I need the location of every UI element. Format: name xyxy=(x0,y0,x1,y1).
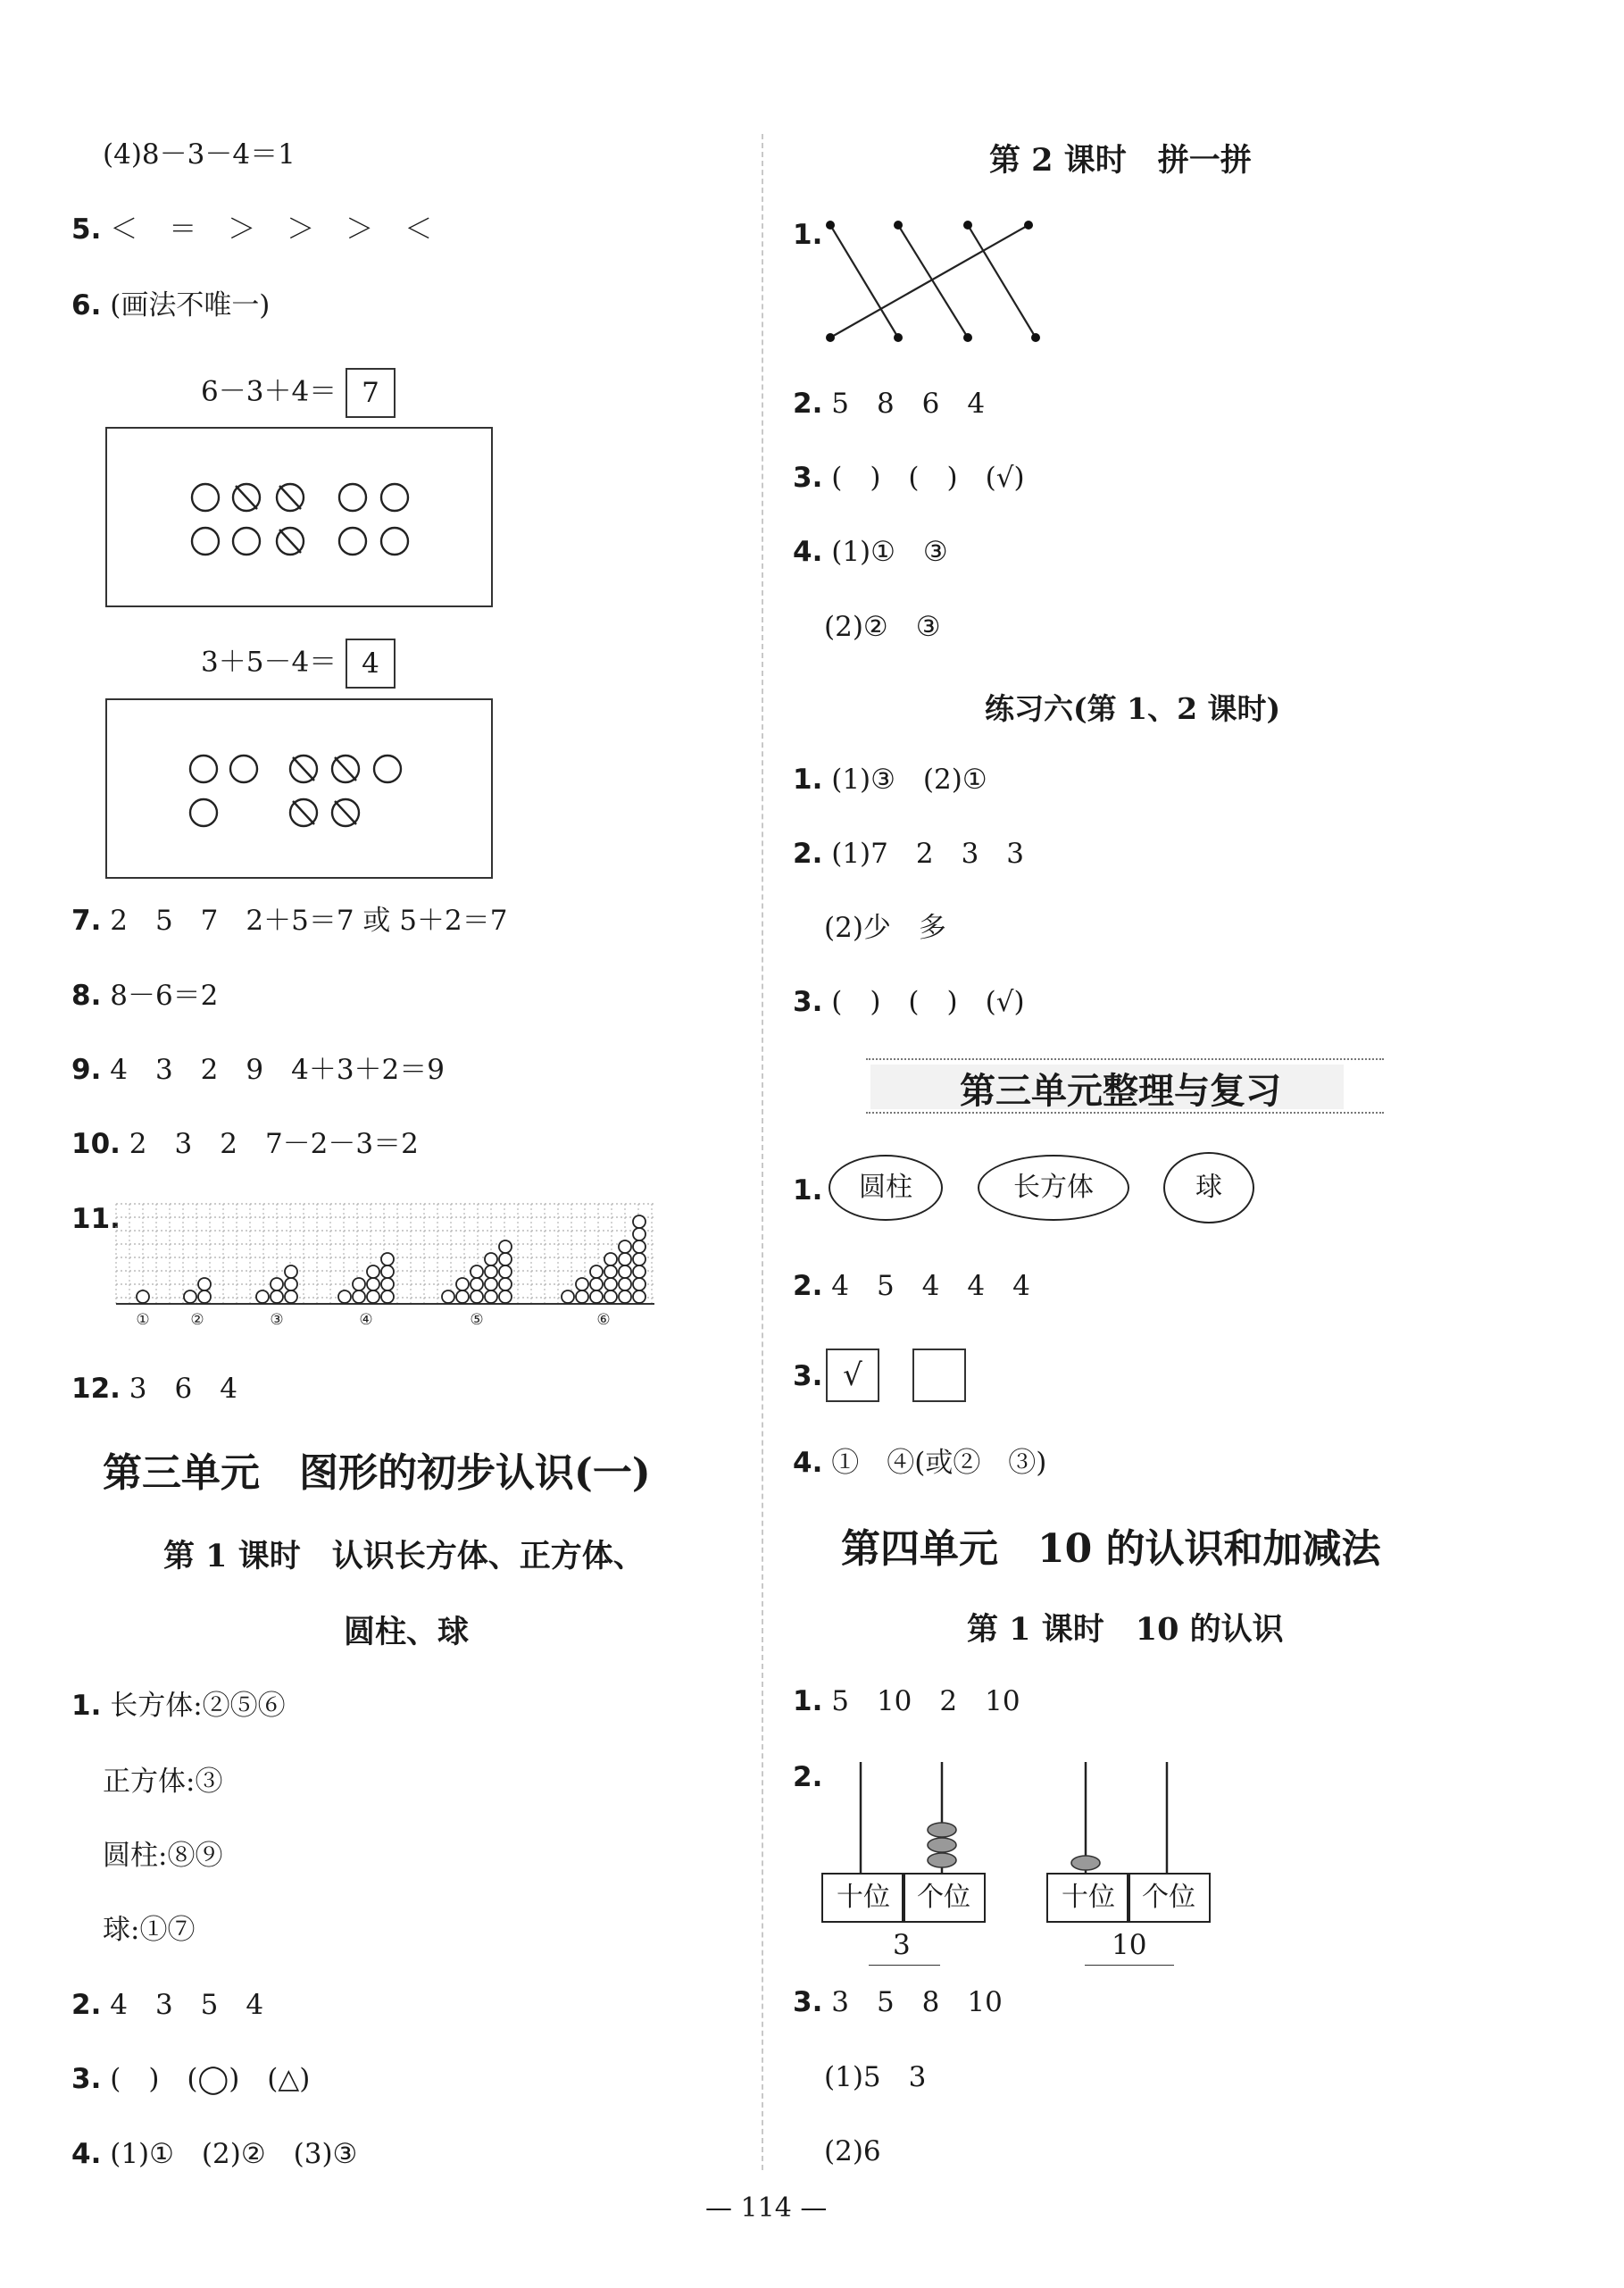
question-number: 12. xyxy=(71,1373,121,1405)
check-box-1: √ xyxy=(826,1349,879,1402)
circles-box-1 xyxy=(105,427,493,607)
circles-drawing-1 xyxy=(107,429,491,605)
question-answer: (画法不唯一) xyxy=(110,289,271,321)
question-answer: 长方体:②⑤⑥ xyxy=(110,1690,286,1722)
grid-label-5: ⑤ xyxy=(470,1311,484,1329)
question-number: 1. xyxy=(793,219,823,251)
tens-place-cell-2: 十位 xyxy=(1046,1873,1130,1923)
question-number: 5. xyxy=(71,213,102,246)
u4-question-3-part-1: (1)5 3 xyxy=(824,2061,927,2093)
question-number: 1. xyxy=(793,1174,823,1207)
question-7 xyxy=(71,903,507,939)
review-top-border xyxy=(866,1058,1384,1060)
shape-oval-sphere xyxy=(1163,1152,1254,1223)
question-8 xyxy=(71,978,218,1014)
question-number: 11. xyxy=(71,1203,121,1235)
review-question-4 xyxy=(793,1445,1046,1481)
question-number: 6. xyxy=(71,289,102,321)
r-question-4-part-2: (2)② ③ xyxy=(824,611,941,643)
abacus-answer-1: 3 xyxy=(893,1929,911,1961)
lesson1-question-4 xyxy=(71,2136,357,2172)
lesson1-question-1-cube: 正方体:③ xyxy=(103,1766,223,1798)
question-answer: ① ④(或② ③) xyxy=(831,1447,1047,1479)
question-answer: 4 5 4 4 4 xyxy=(831,1270,1030,1302)
question-6 xyxy=(71,288,270,323)
question-number: 1. xyxy=(793,1685,823,1717)
review-section-title: 第三单元整理与复习 xyxy=(960,1070,1281,1112)
question-number: 3. xyxy=(793,986,823,1018)
grid-label-2: ② xyxy=(190,1311,204,1329)
r-question-1 xyxy=(793,217,822,253)
question-answer: (1)① ③ xyxy=(831,536,948,568)
question-number: 2. xyxy=(793,1270,823,1302)
grid-label-3: ③ xyxy=(270,1311,284,1329)
question-number: 8. xyxy=(71,980,102,1012)
question-number: 4. xyxy=(71,2138,102,2170)
review-question-2 xyxy=(793,1268,1030,1304)
question-number: 4. xyxy=(793,1447,823,1479)
lesson-1-title: 第 1 课时 认识长方体、正方体、 xyxy=(163,1538,645,1574)
grid-label-1: ① xyxy=(136,1311,150,1329)
question-answer: (1)7 2 3 3 xyxy=(831,838,1025,870)
question-answer: ( ) ( ) (√) xyxy=(831,462,1025,494)
question-answer: 2 5 7 2＋5＝7 或 5＋2＝7 xyxy=(110,905,508,937)
ones-place-cell: 个位 xyxy=(902,1873,986,1923)
question-number: 3. xyxy=(793,1360,823,1392)
question-number: 2. xyxy=(71,1989,102,2021)
lesson1-question-3 xyxy=(71,2061,310,2097)
question-10 xyxy=(71,1126,419,1162)
unit-3-title: 第三单元 图形的初步认识(一) xyxy=(103,1450,651,1496)
unit-4-lesson-1-title: 第 1 课时 10 的认识 xyxy=(967,1611,1284,1648)
question-number: 2. xyxy=(793,1761,823,1793)
u4-question-2 xyxy=(793,1759,822,1795)
question-number: 3. xyxy=(793,1986,823,2018)
equation-text: 3＋5－4＝ xyxy=(201,646,337,679)
question-answer: 5 8 6 4 xyxy=(831,388,986,420)
answer-box: 4 xyxy=(346,639,396,689)
question-answer: 4 3 2 9 4＋3＋2＝9 xyxy=(110,1054,446,1086)
question-number: 2. xyxy=(793,838,823,870)
check-box-2 xyxy=(912,1349,966,1402)
q4-continued: (4)8－3－4＝1 xyxy=(103,138,296,171)
unit-4-title: 第四单元 10 的认识和加减法 xyxy=(841,1526,1381,1572)
stacked-circles-grid xyxy=(114,1201,659,1335)
page-number: — 114 — xyxy=(705,2192,828,2224)
equation-2 xyxy=(201,639,396,689)
exercise-question-2-part-2: (2)少 多 xyxy=(824,912,946,944)
question-answer: (1)① (2)② (3)③ xyxy=(110,2138,358,2170)
question-number: 2. xyxy=(793,388,823,420)
u4-question-3 xyxy=(793,1984,1003,2020)
answer-underline-1 xyxy=(869,1965,940,1966)
lesson1-question-1-cylinder: 圆柱:⑧⑨ xyxy=(103,1840,223,1872)
abacus-answer-2: 10 xyxy=(1112,1929,1147,1961)
ones-place-cell-2: 个位 xyxy=(1127,1873,1211,1923)
question-number: 3. xyxy=(793,462,823,494)
lesson1-question-2 xyxy=(71,1987,263,2023)
circles-drawing-2 xyxy=(107,700,491,877)
question-answer: 3 5 8 10 xyxy=(831,1986,1003,2018)
exercise-question-3 xyxy=(793,984,1025,1020)
lesson-1-title-continued: 圆柱、球 xyxy=(344,1614,470,1650)
shape-oval-cylinder xyxy=(829,1155,943,1221)
question-number: 10. xyxy=(71,1128,121,1160)
grid-label-6: ⑥ xyxy=(596,1311,611,1329)
u4-question-3-part-2: (2)6 xyxy=(824,2135,881,2167)
u4-question-1 xyxy=(793,1683,1020,1719)
matching-lines xyxy=(820,214,1052,348)
lesson1-question-1-sphere: 球:①⑦ xyxy=(103,1914,196,1946)
r-question-3 xyxy=(793,460,1025,496)
abacus-rods-1 xyxy=(821,1755,1000,1880)
answer-underline-2 xyxy=(1085,1965,1174,1966)
shape-oval-cuboid xyxy=(978,1155,1129,1221)
exercise-question-1 xyxy=(793,762,987,797)
lesson-2-title: 第 2 课时 拼一拼 xyxy=(989,142,1252,179)
question-5 xyxy=(71,212,434,247)
question-number: 1. xyxy=(793,764,823,796)
review-question-3 xyxy=(793,1358,822,1394)
question-answer: 4 3 5 4 xyxy=(110,1989,264,2021)
question-number: 7. xyxy=(71,905,102,937)
exercise-6-title: 练习六(第 1、2 课时) xyxy=(985,691,1281,726)
column-divider xyxy=(762,134,763,2170)
equation-1 xyxy=(201,368,396,418)
r-question-4 xyxy=(793,534,948,570)
answer-box: 7 xyxy=(346,368,396,418)
question-answer: ( ) ( ) (√) xyxy=(831,986,1025,1018)
grid-label-4: ④ xyxy=(359,1311,373,1329)
question-12 xyxy=(71,1371,237,1407)
review-question-1 xyxy=(793,1173,822,1208)
question-answer: (1)③ (2)① xyxy=(831,764,987,796)
exercise-question-2 xyxy=(793,836,1024,872)
question-9 xyxy=(71,1052,445,1088)
question-number: 9. xyxy=(71,1054,102,1086)
shape-label: 圆柱 xyxy=(859,1172,912,1203)
question-answer: ＜ ＝ ＞ ＞ ＞ ＜ xyxy=(110,213,435,246)
question-number: 4. xyxy=(793,536,823,568)
question-number: 3. xyxy=(71,2063,102,2095)
question-answer: 2 3 2 7－2－3＝2 xyxy=(129,1128,419,1160)
question-number: 1. xyxy=(71,1690,102,1722)
tens-place-cell: 十位 xyxy=(821,1873,905,1923)
shape-label: 长方体 xyxy=(1013,1172,1094,1203)
question-answer: 5 10 2 10 xyxy=(831,1685,1020,1717)
circles-box-2 xyxy=(105,698,493,879)
equation-text: 6－3＋4＝ xyxy=(201,375,337,408)
question-11 xyxy=(71,1201,121,1237)
question-answer: 3 6 4 xyxy=(129,1373,237,1405)
lesson1-question-1 xyxy=(71,1688,286,1724)
review-bottom-border xyxy=(866,1112,1384,1114)
r-question-2 xyxy=(793,386,985,422)
abacus-rods-2 xyxy=(1046,1755,1225,1880)
question-answer: ( ) (◯) (△) xyxy=(110,2063,311,2095)
question-answer: 8－6＝2 xyxy=(110,980,219,1012)
shape-label: 球 xyxy=(1195,1172,1222,1203)
